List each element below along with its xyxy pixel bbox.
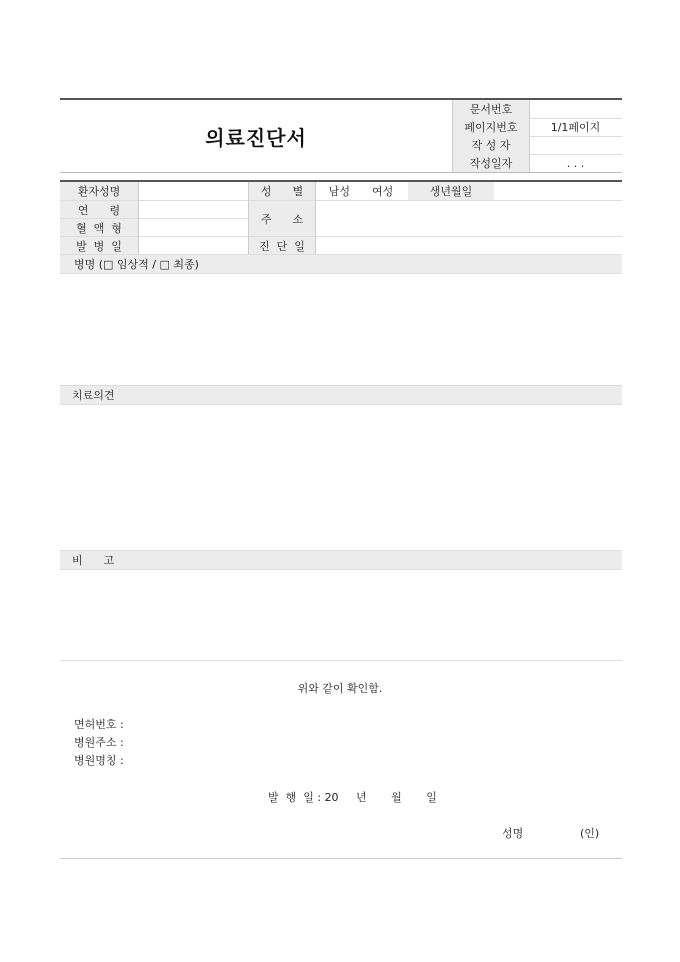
seal-mark: (인)	[580, 827, 600, 840]
onset-date-field[interactable]	[139, 237, 248, 255]
patient-info-table	[60, 180, 622, 256]
age-field[interactable]	[139, 201, 248, 218]
confirmation-text: 위와 같이 확인함.	[297, 682, 383, 695]
sex-options	[316, 182, 406, 200]
hospital-name-label: 병원명칭 :	[74, 754, 124, 767]
meta-label: 문서번호	[452, 100, 530, 118]
address-field[interactable]	[316, 201, 622, 236]
document-title: 의료진단서	[205, 125, 307, 150]
sex-label: 성 별	[249, 182, 315, 200]
meta-value[interactable]: 1/1페이지	[550, 121, 601, 134]
meta-label: 페이지번호	[452, 118, 530, 136]
document-header	[60, 98, 622, 173]
treatment-section-header: 치료의견	[60, 385, 622, 405]
hospital-address-label: 병원주소 :	[74, 736, 124, 749]
meta-row-author	[452, 136, 622, 155]
document-meta-table	[452, 100, 622, 172]
signature-name-label: 성명	[502, 827, 524, 840]
meta-value[interactable]	[529, 100, 622, 118]
blood-type-label: 혈 액 형	[60, 219, 138, 236]
disease-section-header: 병명 (□ 임상적 / □ 최종)	[60, 254, 622, 274]
treatment-content-area[interactable]	[60, 406, 622, 550]
meta-value[interactable]: . . .	[566, 156, 585, 170]
license-number-label: 면허번호 :	[74, 718, 124, 731]
sex-female-option[interactable]: 여성	[372, 185, 394, 198]
birth-date-label: 생년월일	[408, 182, 494, 200]
onset-date-label: 발 병 일	[60, 237, 138, 255]
meta-row-created-date	[452, 154, 622, 172]
disease-content-area[interactable]	[60, 275, 622, 385]
bottom-divider	[60, 858, 622, 859]
meta-row-page-number	[452, 118, 622, 137]
age-label: 연 령	[60, 201, 138, 218]
patient-name-field[interactable]	[139, 182, 248, 200]
sex-male-option[interactable]: 남성	[328, 185, 350, 198]
issue-date: 발 행 일 : 20 년 월 일	[268, 791, 437, 804]
meta-label: 작성일자	[452, 154, 530, 172]
patient-name-label: 환자성명	[60, 182, 138, 200]
blood-type-field[interactable]	[139, 219, 248, 236]
meta-row-doc-number	[452, 100, 622, 119]
address-label: 주 소	[249, 201, 315, 236]
remarks-section-header: 비 고	[60, 550, 622, 570]
meta-value[interactable]	[529, 136, 622, 154]
diagnosis-date-label: 진 단 일	[249, 237, 315, 255]
meta-label: 작 성 자	[452, 136, 530, 154]
remarks-content-area[interactable]	[60, 571, 622, 659]
birth-date-field[interactable]	[495, 182, 622, 200]
divider	[60, 660, 622, 661]
diagnosis-date-field[interactable]	[316, 237, 622, 255]
